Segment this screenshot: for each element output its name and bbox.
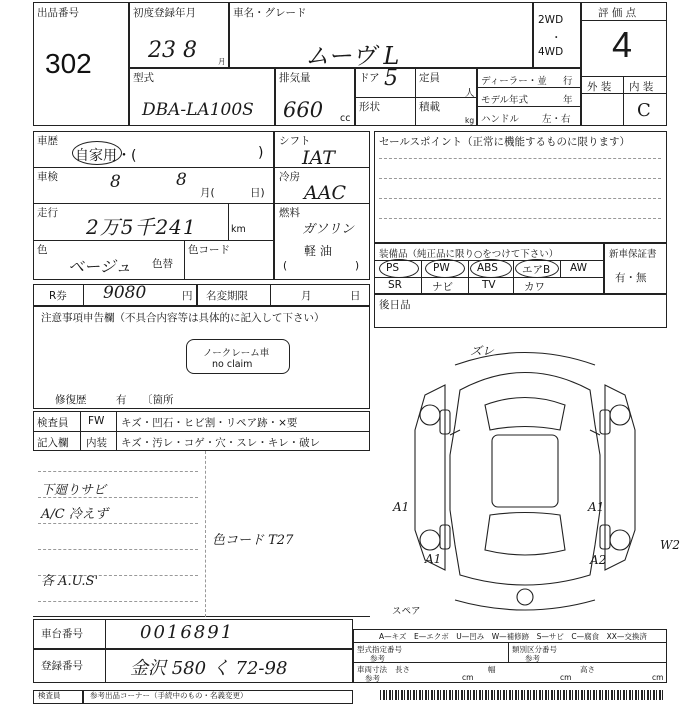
first-reg-label: 初度登録年月 xyxy=(133,7,196,19)
equip-ps: PS xyxy=(386,262,399,274)
name-change-label: 名変期限 xyxy=(206,290,248,302)
car-name-value: ムーヴ L xyxy=(305,42,400,70)
equip-airbag-circle xyxy=(515,259,559,278)
equip-tv: TV xyxy=(482,279,496,291)
legend-line1: A—キズ E—エクボ U—凹み W—補修跡 S—サビ C—腐食 XX—交換済 xyxy=(379,632,647,641)
grade-label: 評 価 点 xyxy=(598,7,637,19)
first-reg-value: 23 8 xyxy=(148,38,197,63)
shift-label: シフト xyxy=(279,135,311,147)
drive-2wd: 2WD xyxy=(538,14,564,26)
shaken-day-unit: 日) xyxy=(250,187,265,199)
equip-leather: カワ xyxy=(524,281,545,293)
recycle-unit: 円 xyxy=(182,290,193,302)
lot-number: 302 xyxy=(45,48,92,79)
legend-cm2: cm xyxy=(560,673,572,682)
remark-1: 下廻りサビ xyxy=(41,483,107,498)
mark-a1-left: A1 xyxy=(393,500,410,514)
load-label: 積載 xyxy=(419,101,440,113)
name-change-month: 月 xyxy=(301,290,312,302)
fuel-value: ガソリン xyxy=(302,222,355,237)
history-close: ) xyxy=(258,145,264,161)
color-code-label: 色コード xyxy=(188,244,230,256)
equip-airbag: エアB xyxy=(522,264,551,276)
repair-place: 〔箇所 xyxy=(142,394,174,406)
remark-3: 色コード T27 xyxy=(212,533,294,548)
fuel-alt: 軽 油 xyxy=(304,244,332,258)
mark-a1-right: A1 xyxy=(588,500,605,514)
history-circle xyxy=(72,141,122,165)
remarks-box xyxy=(33,451,370,617)
legend-size-ref: 参考 xyxy=(365,674,380,683)
history-label: 車歴 xyxy=(37,135,58,147)
barcode xyxy=(380,690,665,700)
inspector-fw: FW xyxy=(88,415,105,427)
plate-label: 登録番号 xyxy=(41,660,83,672)
mark-zure: ズレ xyxy=(470,344,495,358)
plate-value: 金沢 580 く 72-98 xyxy=(130,658,288,679)
recycle-value: 9080 xyxy=(103,283,147,303)
exterior-label: 外 装 xyxy=(587,81,612,93)
rear-items-box xyxy=(374,294,667,328)
model-value: DBA-LA100S xyxy=(142,100,254,120)
legend-height: 高さ xyxy=(580,665,595,674)
equip-aw: AW xyxy=(570,262,587,274)
ac-label: 冷房 xyxy=(279,171,300,183)
legend-cm3: cm xyxy=(652,673,664,682)
car-diagram xyxy=(400,335,650,615)
model-year-label: モデル年式 xyxy=(481,95,529,106)
equip-pw: PW xyxy=(433,262,450,274)
repair-label: 修復歴 xyxy=(55,394,87,406)
fuel-label: 燃料 xyxy=(279,207,300,219)
lot-label: 出品番号 xyxy=(37,7,79,19)
mark-w2: W2 xyxy=(660,538,680,552)
legend-width: 幅 xyxy=(488,665,496,674)
car-name-label: 車名・グレード xyxy=(233,7,307,19)
displacement-unit: cc xyxy=(340,113,351,124)
color-value: ベージュ xyxy=(68,257,132,276)
fuel-paren-open: ( xyxy=(283,260,288,272)
noclaim-line1: ノークレーム車 xyxy=(203,348,270,359)
interior-label: 内 装 xyxy=(629,81,654,93)
dealer-label: ディーラー・並 xyxy=(481,76,547,87)
legend-ref1: 参考 xyxy=(370,654,385,663)
repair-value: 有 xyxy=(116,394,127,406)
shaken-month: 8 xyxy=(176,170,187,190)
mileage-label: 走行 xyxy=(37,207,58,219)
equip-navi: ナビ xyxy=(432,281,453,293)
legend-length: 長さ xyxy=(395,665,410,674)
legend-model-ref: 型式指定番号 xyxy=(357,645,402,654)
name-change-day: 日 xyxy=(350,290,361,302)
warranty-value: 有・無 xyxy=(615,272,647,284)
footer-text: 参考出品コーナー（手続中のもの・名義変更） xyxy=(90,691,248,700)
drive-dot: ・ xyxy=(551,32,562,44)
displacement-label: 排気量 xyxy=(279,72,311,84)
displacement-value: 660 xyxy=(283,98,324,122)
legend-size-label: 車両寸法 xyxy=(357,665,387,674)
model-label: 型式 xyxy=(133,72,154,84)
drive-4wd: 4WD xyxy=(538,46,564,58)
shift-value: IAT xyxy=(302,147,335,169)
equip-abs-circle xyxy=(470,259,512,278)
shaken-month-unit: 月( xyxy=(200,187,215,199)
shape-label: 形状 xyxy=(359,101,380,113)
grade-score: 4 xyxy=(612,24,633,65)
legend-class-ref: 類別区分番号 xyxy=(512,645,557,654)
warranty-label: 新車保証書 xyxy=(609,249,657,260)
equip-sr: SR xyxy=(388,279,402,291)
mark-a1-rear: A1 xyxy=(425,552,442,566)
doors-label: ドア xyxy=(359,72,380,84)
handle-label: ハンドル xyxy=(481,114,520,125)
equip-ps-circle xyxy=(379,259,419,278)
notes-label: 注意事項申告欄（不具合内容等は具体的に記入して下さい） xyxy=(41,312,325,324)
ac-value: AAC xyxy=(304,182,346,204)
model-year-unit: 年 xyxy=(563,95,573,106)
rear-items-label: 後日品 xyxy=(379,299,411,311)
history-value: 自家用・( xyxy=(75,148,137,164)
color-label: 色 xyxy=(37,244,48,256)
handle-value: 左・右 xyxy=(542,114,571,125)
equip-abs: ABS xyxy=(477,262,498,274)
equip-pw-circle xyxy=(425,259,465,278)
mileage-value: 2万5千241 xyxy=(86,215,197,239)
dealer-unit: 行 xyxy=(563,76,573,87)
inspector-label: 検査員 xyxy=(37,417,69,429)
noclaim-line2: no claim xyxy=(212,359,253,370)
mark-a2: A2 xyxy=(590,553,607,567)
chassis-label: 車台番号 xyxy=(41,628,83,640)
writer-label: 記入欄 xyxy=(37,437,69,449)
shaken-label: 車検 xyxy=(37,171,58,183)
footer-inspector: 検査員 xyxy=(38,691,61,700)
capacity-unit: 人 xyxy=(465,88,475,99)
capacity-label: 定員 xyxy=(419,72,440,84)
legend-cm1: cm xyxy=(462,673,474,682)
spare-label: スペア xyxy=(392,606,421,617)
equipment-label: 装備品（純正品に限り○をつけて下さい） xyxy=(379,249,559,260)
sales-point-label: セールスポイント（正常に機能するものに限ります） xyxy=(379,136,631,148)
writer-items: キズ・汚レ・コゲ・穴・スレ・キレ・破レ xyxy=(121,437,321,449)
writer-interior: 内装 xyxy=(86,437,107,449)
first-reg-month: 月 xyxy=(218,57,226,66)
recycle-label: R券 xyxy=(49,290,67,302)
legend-ref2: 参考 xyxy=(525,654,540,663)
remark-4: 各 A.U.S' xyxy=(41,574,99,589)
remark-2: A/C 冷えず xyxy=(41,507,108,522)
mileage-unit: km xyxy=(231,224,246,235)
load-unit: kg xyxy=(465,116,475,125)
doors-value: 5 xyxy=(384,66,398,91)
color-change-label: 色替 xyxy=(152,258,173,270)
inspector-items: キズ・凹石・ヒビ割・リペア跡・×要 xyxy=(121,417,298,429)
chassis-value: 0016891 xyxy=(140,622,235,643)
interior-grade: C xyxy=(637,100,651,121)
shaken-year: 8 xyxy=(110,172,121,192)
fuel-paren-close: ) xyxy=(355,260,360,272)
